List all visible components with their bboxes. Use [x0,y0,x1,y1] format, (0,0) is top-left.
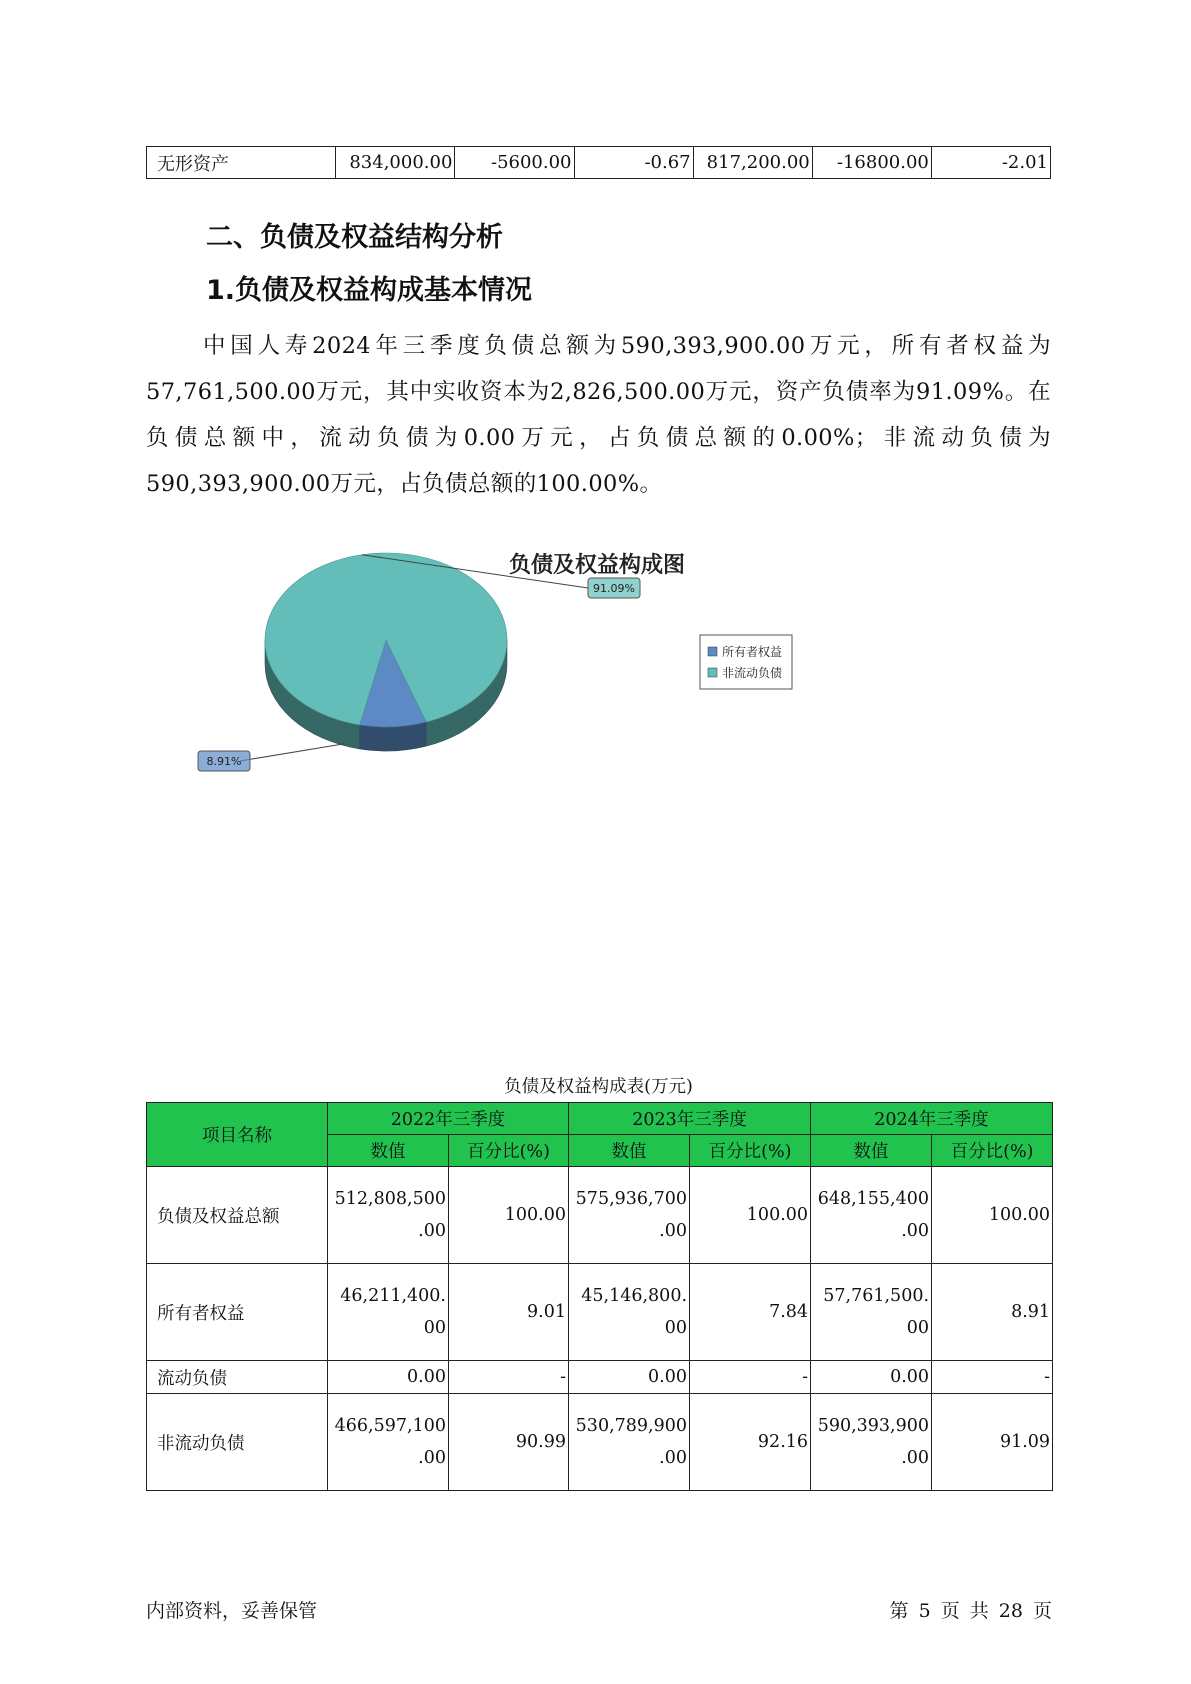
cell-percent: - [932,1361,1053,1394]
cell-value: -16800.00 [812,147,931,179]
cell-percent: 92.16 [690,1394,811,1491]
cell-percent: 100.00 [449,1167,569,1264]
header-value: 数值 [569,1135,690,1167]
cell-value [811,1394,932,1491]
value-line: 00 [423,1318,446,1338]
summary-paragraph: 中国人寿2024年三季度负债总额为590,393,900.00万元，所有者权益为57,761,500.00万元，其中实收资本为2,826,500.00万元，资产负债率为91.09%。在负债总额中，流动负债为0.00万元，占负债总额的0.00%；非流动负债为590,393,900.00万元，占负债总额的100.00%。 [146,333,1051,497]
value-line: 530,789,900 [575,1416,688,1436]
row-name: 所有者权益 [147,1264,328,1361]
footer-page-number: 第 5 页 共 28 页 [889,1600,1052,1622]
legend-item: 所有者权益 [722,645,783,659]
row-name: 负债及权益总额 [147,1167,328,1264]
intangible-assets-table [146,146,1051,179]
chart-legend [700,635,792,689]
header-period: 2024年三季度 [811,1103,1053,1135]
cell-percent: 9.01 [449,1264,569,1361]
cell-value [569,1394,690,1491]
value-line: 57,761,500. [823,1286,930,1306]
cell-percent: 7.84 [690,1264,811,1361]
cell-percent: - [449,1361,569,1394]
value-line: .00 [659,1221,688,1241]
cell-percent: 91.09 [932,1394,1053,1491]
table-row [147,1264,1053,1361]
chart-title: 负债及权益构成图 [508,553,686,578]
header-period: 2023年三季度 [569,1103,811,1135]
liability-equity-pie-chart [146,530,1051,870]
label-leader-line [240,744,345,761]
cell-value [811,1264,932,1361]
cell-percent: 100.00 [690,1167,811,1264]
cell-value [328,1394,449,1491]
header-value: 数值 [811,1135,932,1167]
legend-swatch [708,647,717,656]
header-percent: 百分比(%) [932,1135,1053,1167]
value-line: 46,211,400. [340,1286,446,1306]
section-title: 二、负债及权益结构分析 [206,222,503,253]
cell-value: 0.00 [811,1361,932,1394]
cell-value [569,1264,690,1361]
row-label: 无形资产 [147,147,336,179]
value-line: 00 [906,1318,930,1338]
value-line: 590,393,900 [817,1416,930,1436]
value-line: 466,597,100 [334,1416,446,1436]
pie-group [198,553,640,771]
cell-value: 0.00 [328,1361,449,1394]
value-line: 512,808,500 [334,1189,446,1209]
legend-item: 非流动负债 [722,666,783,680]
table-row [147,1361,1053,1394]
value-line: .00 [418,1221,446,1241]
row-name: 流动负债 [147,1361,328,1394]
value-line: 45,146,800. [581,1286,688,1306]
cell-value: 0.00 [569,1361,690,1394]
data-label: 91.09% [593,582,635,595]
header-percent: 百分比(%) [449,1135,569,1167]
value-line: .00 [659,1448,688,1468]
legend-box [700,635,792,689]
header-period: 2022年三季度 [328,1103,569,1135]
cell-percent: 8.91 [932,1264,1053,1361]
cell-value [811,1167,932,1264]
legend-swatch [708,668,717,677]
value-line: 575,936,700 [575,1189,688,1209]
table-row [147,1394,1053,1491]
table-row [147,147,1051,179]
header-value: 数值 [328,1135,449,1167]
cell-percent: - [690,1361,811,1394]
cell-value: -5600.00 [455,147,574,179]
cell-value [569,1167,690,1264]
table-row [147,1167,1053,1264]
cell-value: 834,000.00 [336,147,455,179]
cell-value [328,1167,449,1264]
footer-confidential-note: 内部资料，妥善保管 [146,1600,318,1622]
cell-value: -0.67 [574,147,693,179]
value-line: 00 [664,1318,688,1338]
value-line: .00 [901,1221,930,1241]
value-line: .00 [418,1448,446,1468]
cell-value: 817,200.00 [693,147,812,179]
header-item-name: 项目名称 [147,1103,328,1167]
cell-percent: 90.99 [449,1394,569,1491]
value-line: .00 [901,1448,930,1468]
table-header-row [147,1103,1053,1135]
data-label: 8.91% [206,755,242,768]
header-percent: 百分比(%) [690,1135,811,1167]
row-name: 非流动负债 [147,1394,328,1491]
cell-percent: 100.00 [932,1167,1053,1264]
liability-equity-table [146,1102,1053,1491]
cell-value [328,1264,449,1361]
subsection-title: 1.负债及权益构成基本情况 [206,275,533,306]
value-line: 648,155,400 [817,1189,930,1209]
table-caption: 负债及权益构成表(万元) [504,1077,693,1097]
cell-value: -2.01 [931,147,1050,179]
